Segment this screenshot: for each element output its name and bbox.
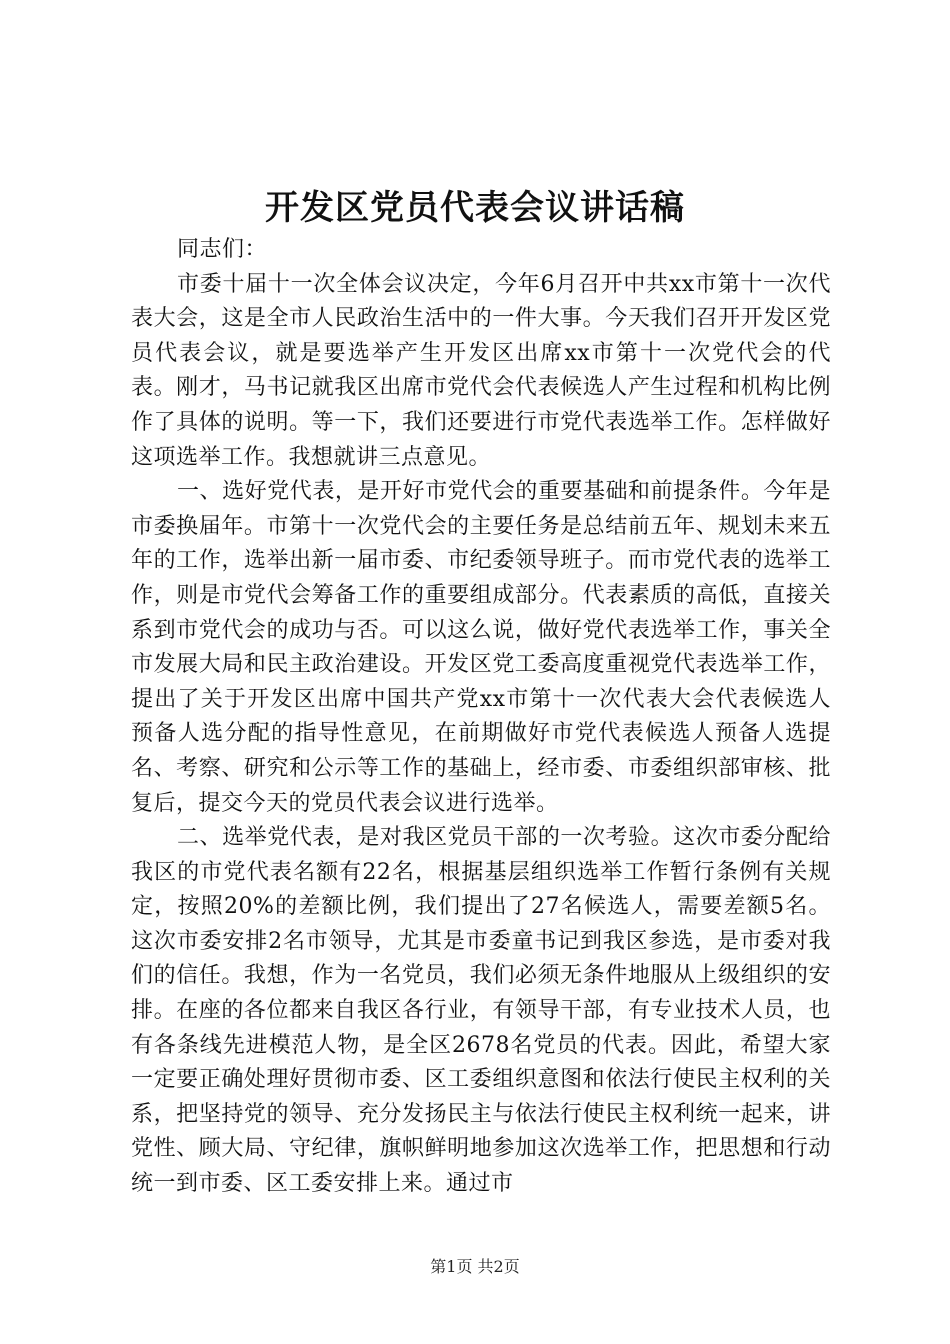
document-body (131, 233, 831, 1202)
paragraph-2: 一、选好党代表，是开好市党代会的重要基础和前提条件。今年是市委换届年。市第十一次党代会的主要任务是总结前五年、规划未来五年的工作，选举出新一届市委、市纪委领导班子。而市党代表的选举工作，则是市党代会筹备工作的重要组成部分。代表素质的高低，直接关系到市党代会的成功与否。可以这么说，做好党代表选举工作，事关全市发展大局和民主政治建设。开发区党工委高度重视党代表选举工作，提出了关于开发区出席中国共产党xx市第十一次代表大会代表候选人预备人选分配的指导性意见，在前期做好市党代表候选人预备人选提名、考察、研究和公示等工作的基础上，经市委、市委组织部审核、批复后，提交今天的党员代表会议进行选举。 (131, 479, 831, 816)
page-footer: 第1页 共2页 (430, 1257, 520, 1276)
paragraph-3: 二、选举党代表，是对我区党员干部的一次考验。这次市委分配给我区的市党代表名额有22名，根据基层组织选举工作暂行条例有关规定，按照20%的差额比例，我们提出了27名候选人，需要差额5名。这次市委安排2名市领导，尤其是市委童书记到我区参选，是市委对我们的信任。我想，作为一名党员，我们必须无条件地服从上级组织的安排。在座的各位都来自我区各行业，有领导干部，有专业技术人员，也有各条线先进模范人物，是全区2678名党员的代表。因此，希望大家一定要正确处理好贯彻市委、区工委组织意图和依法行使民主权利的关系，把坚持党的领导、充分发扬民主与依法行使民主权利统一起来，讲党性、顾大局、守纪律，旗帜鲜明地参加这次选举工作，把思想和行动统一到市委、区工委安排上来。通过市 (131, 825, 831, 1197)
salutation: 同志们： (177, 237, 268, 262)
document-title: 开发区党员代表会议讲话稿 (265, 188, 685, 228)
paragraph-1: 市委十届十一次全体会议决定，今年6月召开中共xx市第十一次代表大会，这是全市人民政治生活中的一件大事。今天我们召开开发区党员代表会议，就是要选举产生开发区出席xx市第十一次党代会的代表。刚才，马书记就我区出席市党代会代表候选人产生过程和机构比例作了具体的说明。等一下，我们还要进行市党代表选举工作。怎样做好这项选举工作。我想就讲三点意见。 (131, 271, 831, 470)
